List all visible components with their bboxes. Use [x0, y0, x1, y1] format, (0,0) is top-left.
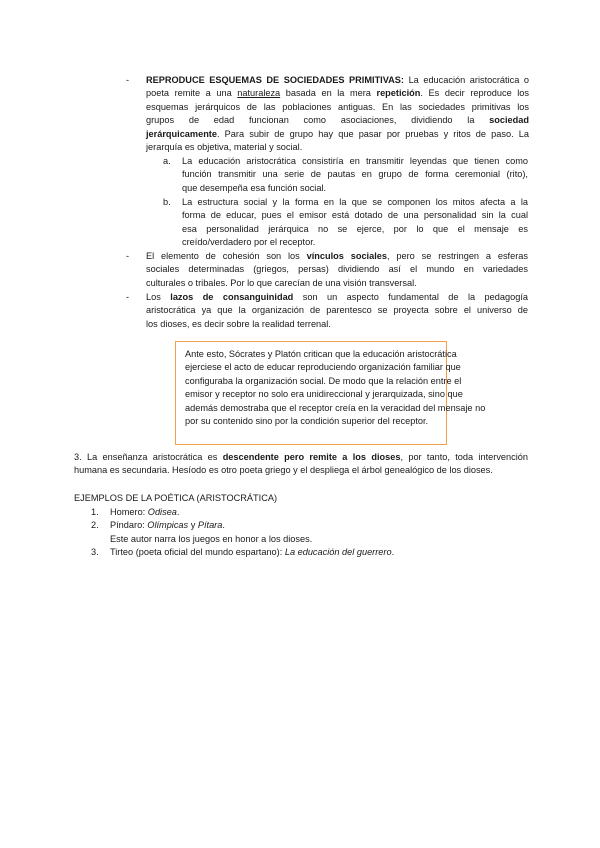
- list-number: 2.: [91, 520, 99, 530]
- bold-term: repetición: [376, 88, 421, 99]
- underlined-term: naturaleza: [237, 88, 281, 99]
- point-3-paragraph: [74, 451, 528, 478]
- sub-item-a: [182, 155, 528, 195]
- text: , pero se restringen a esferas: [387, 251, 528, 261]
- text-line: jerarquía es objetiva, material y social.: [146, 142, 303, 153]
- sub-marker-a: a.: [163, 156, 171, 166]
- text: Píndaro:: [110, 520, 148, 530]
- italic-title: La educación del guerrero: [284, 547, 392, 557]
- text: El elemento de cohesión son los: [146, 251, 307, 261]
- text: .: [391, 547, 395, 557]
- text: poeta remite a una: [146, 88, 238, 99]
- list-number: 1.: [91, 507, 99, 517]
- list-item-note: Este autor narra los juegos en honor a los dioses.: [110, 534, 313, 544]
- text: 3. La enseñanza aristocrática es: [74, 452, 223, 462]
- text-line: emisor y receptor no solo era unidireccional y jerarquizada, sino que: [185, 389, 463, 400]
- text-line: además demostraba que el receptor creía en la veracidad del mensaje no: [185, 402, 486, 413]
- bullet-dash: -: [126, 75, 130, 85]
- italic-title: Odisea: [147, 507, 177, 517]
- text: . Para subir de grupo hay que pasar por pruebas y ritos de paso. La: [216, 128, 529, 139]
- bold-term: jerárquicamente: [146, 128, 217, 139]
- examples-heading: EJEMPLOS DE LA POÉTICA (ARISTOCRÁTICA): [74, 493, 278, 503]
- text-line: función transmitir una serie de pautas en grupo de forma ceremonial (rito),: [182, 169, 528, 180]
- text: La educación aristocrática o: [408, 75, 529, 85]
- text: Tirteo (poeta oficial del mundo espartano):: [110, 547, 285, 557]
- text: grupos de edad funcionan como asociaciones, dividiendo la: [146, 115, 490, 126]
- bold-term: vínculos sociales: [306, 251, 387, 261]
- list-item-pindaro: [110, 519, 225, 532]
- italic-title: Olímpicas: [147, 520, 189, 530]
- italic-title: Pítara: [197, 520, 223, 530]
- sub-item-b: [182, 196, 528, 250]
- bullet-lazos-consanguinidad: [146, 291, 528, 331]
- text-line: Ante esto, Sócrates y Platón critican que la educación aristocrática: [185, 349, 457, 359]
- text: .: [222, 520, 225, 530]
- text-line: aristocrática ya que la organización de parentesco se proyecta sobre el universo de: [146, 305, 528, 316]
- text: y: [188, 520, 198, 530]
- text: Los: [146, 292, 171, 302]
- text-line: culturales o tribales. Por lo que carecían de una visión transversal.: [146, 277, 417, 288]
- box-text: [185, 348, 486, 428]
- text-line: humana es secundaria. Hesíodo es otro poeta griego y el despliega el árbol genealógico de los dioses.: [74, 465, 493, 476]
- list-number: 3.: [91, 547, 99, 557]
- bullet-vinculos-sociales: [146, 250, 528, 290]
- bold-term: lazos de consanguinidad: [170, 292, 294, 302]
- text-line: los dioses, es decir sobre la realidad terrenal.: [146, 318, 331, 329]
- text: basada en la mera: [280, 88, 377, 99]
- bold-term: descendente pero remite a los dioses: [222, 452, 401, 462]
- text: son un aspecto fundamental de la pedagogía: [293, 292, 528, 302]
- bullet-dash: -: [126, 251, 130, 261]
- text-line: configuraba la organización social. De modo que la relación entre el: [185, 375, 462, 386]
- list-item-tirteo: [110, 546, 394, 559]
- sub-marker-b: b.: [163, 197, 171, 207]
- text-line: esquemas jerárquicos de las poblaciones antiguas. En las sociedades primitivas los: [146, 101, 529, 112]
- text: Homero:: [110, 507, 148, 517]
- text-line: ejerciese el acto de educar reproduciendo organización familiar que: [185, 362, 461, 373]
- text-line: forma de educar, pues el emisor está dotado de una personalidad sin la cual: [182, 210, 528, 221]
- bullet-sociedades-primitivas: [146, 74, 529, 154]
- text-line: La estructura social y la forma en la que se componen los mitos afecta a la: [182, 197, 528, 207]
- bullet-dash: -: [126, 292, 130, 302]
- bold-term: REPRODUCE ESQUEMAS DE SOCIEDADES PRIMITIVAS:: [146, 75, 404, 85]
- bold-term: sociedad: [489, 115, 529, 126]
- text: .: [176, 507, 180, 517]
- text-line: esa personalidad jerárquica no se ejerce, por lo que el mensaje es: [182, 223, 528, 234]
- text-line: por su contenido sino por la condición superior del receptor.: [185, 416, 429, 427]
- highlight-box: [175, 341, 486, 445]
- text: , por tanto, toda intervención: [400, 452, 528, 462]
- text-line: que desempeña esa función social.: [182, 182, 327, 193]
- text-line: sociales determinadas (griegos, persas) dividiendo así el mundo en variedades: [146, 264, 528, 275]
- text-line: creído/verdadero por el receptor.: [182, 237, 316, 248]
- text-line: La educación aristocrática consistiría en transmitir leyendas que tienen como: [182, 156, 528, 166]
- text: . Es decir reproduce los: [420, 88, 530, 99]
- list-item-homero: [110, 506, 179, 519]
